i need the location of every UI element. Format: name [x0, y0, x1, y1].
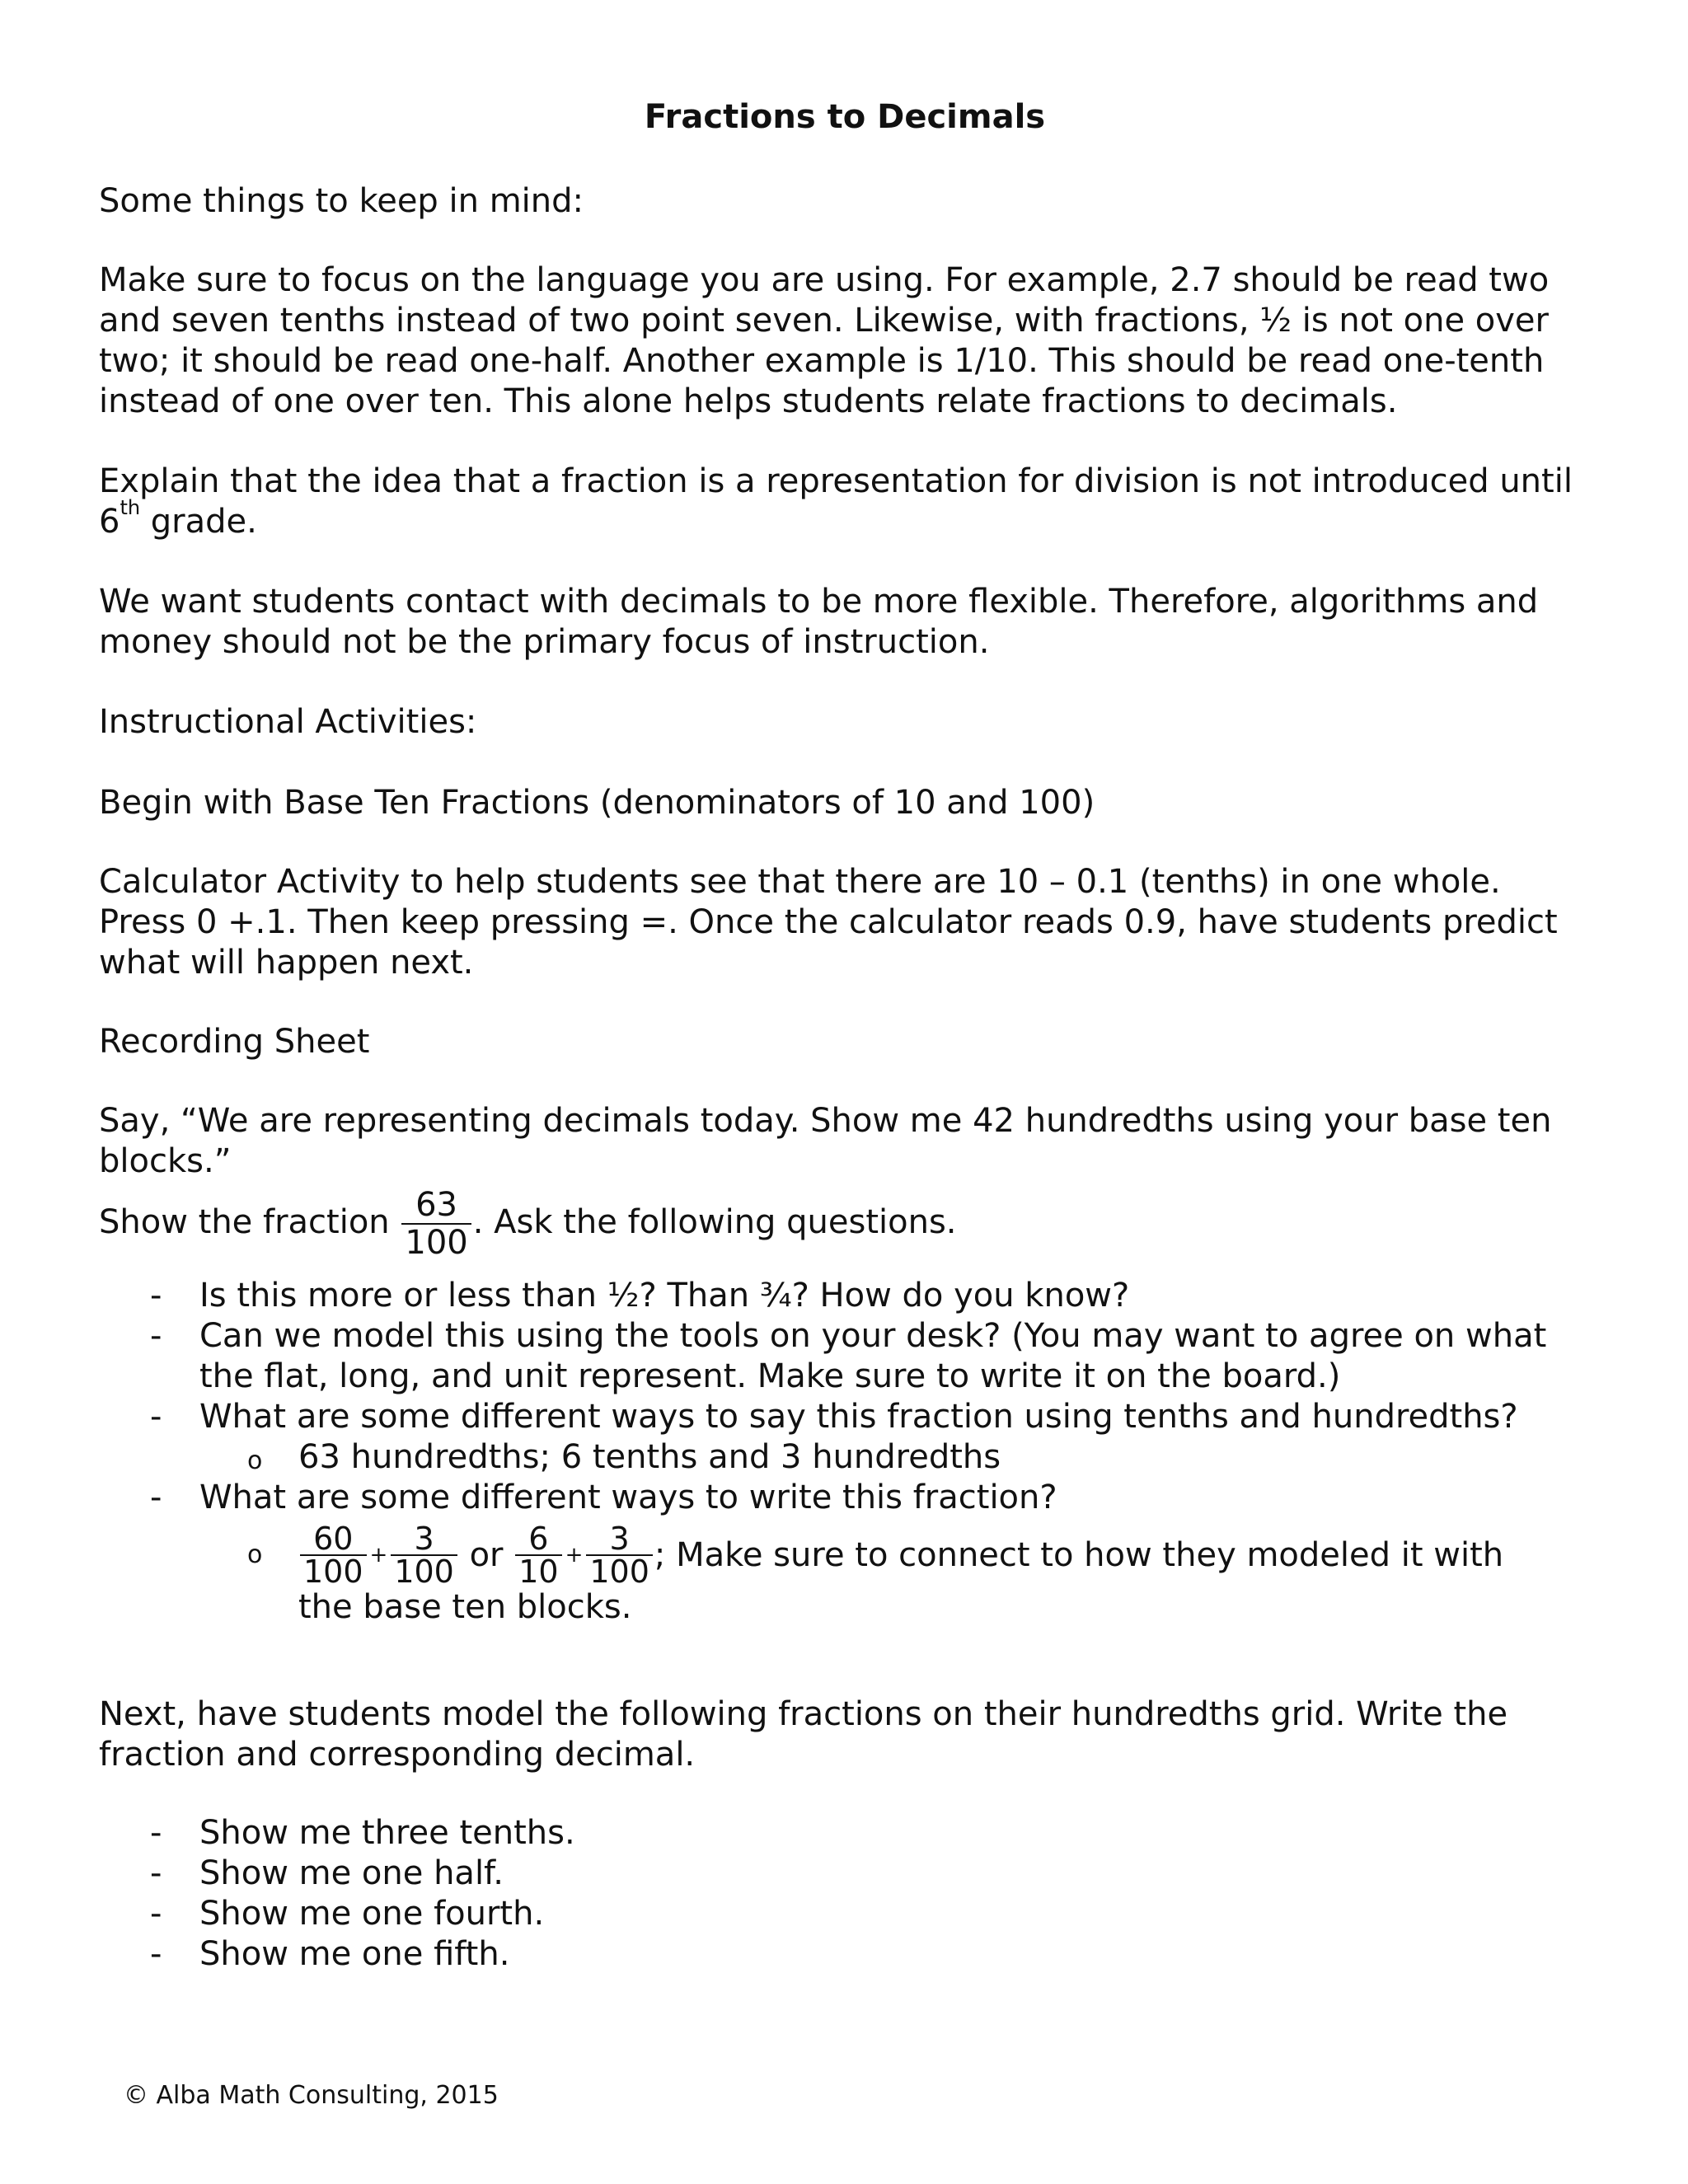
dash-bullet: -	[150, 1854, 162, 1892]
paragraph-flexible: We want students contact with decimals to be more flexible. Therefore, algorithms and money should not be the primary focus of instruction.	[99, 583, 1539, 661]
sub-list-item	[99, 1523, 1591, 1628]
show-fraction-after: . Ask the following questions.	[472, 1203, 957, 1241]
fraction-denominator: 10	[518, 1554, 559, 1590]
fraction-numerator: 3	[391, 1523, 457, 1556]
dash-bullet: -	[150, 1935, 162, 1973]
fraction-3-100	[391, 1521, 457, 1590]
question-text: What are some different ways to say this fraction using tenths and hundredths?	[199, 1398, 1518, 1436]
show-me-text: Show me one fourth.	[199, 1895, 545, 1933]
list-item	[99, 1813, 1591, 1854]
connect-text-cont: the base ten blocks.	[298, 1588, 632, 1626]
or-text: or	[469, 1536, 504, 1574]
show-fraction-before: Show the fraction	[99, 1203, 401, 1241]
sub-list-item	[99, 1437, 1591, 1478]
say-quote: Say, “We are representing decimals today. Show me 42 hundredths using your base ten blocks.”	[99, 1102, 1552, 1180]
fraction-63-100	[401, 1187, 471, 1261]
dash-bullet: -	[150, 1398, 162, 1436]
list-item	[99, 1854, 1591, 1894]
list-item	[99, 1276, 1591, 1316]
dash-bullet: -	[150, 1317, 162, 1355]
question-list	[99, 1276, 1591, 1518]
fraction-sum-item	[99, 1523, 1591, 1628]
division-text: Explain that the idea that a fraction is a representation for division is not introduced until 6	[99, 462, 1573, 541]
list-item	[99, 1316, 1591, 1397]
show-me-text: Show me one fifth.	[199, 1935, 510, 1973]
connect-text: ; Make sure to connect to how they modeled it with	[654, 1536, 1504, 1574]
fraction-numerator: 3	[586, 1523, 653, 1556]
list-item	[99, 1934, 1591, 1975]
intro-text: Some things to keep in mind:	[99, 182, 584, 220]
paragraph-division	[99, 462, 1591, 542]
list-item	[99, 1894, 1591, 1934]
fraction-numerator: 63	[401, 1187, 471, 1225]
fraction-60-100	[300, 1521, 367, 1590]
plus-sign: +	[565, 1543, 584, 1568]
fraction-numerator: 60	[300, 1523, 367, 1556]
dash-bullet: -	[150, 1479, 162, 1516]
list-item	[99, 1478, 1591, 1518]
fraction-denominator: 100	[303, 1554, 363, 1590]
paragraph-language: Make sure to focus on the language you are using. For example, 2.7 should be read two and seven tenths instead of two point seven. Likewise, with fractions, ½ is not one over two; it should be read one-half. Another example is 1/10. This should be read one-tenth instead of one over ten. This alone helps students relate fractions to decimals.	[99, 261, 1550, 420]
question-text: Can we model this using the tools on your desk? (You may want to agree on what the flat, long, and unit represent. Make sure to write it on the board.)	[199, 1317, 1547, 1395]
base-ten-text: Begin with Base Ten Fractions (denominators of 10 and 100)	[99, 784, 1095, 822]
sub-answer-text: 63 hundredths; 6 tenths and 3 hundredths	[298, 1438, 1001, 1476]
fraction-3-100-b	[586, 1521, 653, 1590]
division-text-end: grade.	[140, 503, 257, 541]
fraction-denominator: 100	[405, 1224, 468, 1262]
dash-bullet: -	[150, 1277, 162, 1315]
copyright-footer: © Alba Math Consulting, 2015	[124, 2081, 499, 2110]
fraction-numerator: 6	[515, 1523, 561, 1556]
calculator-activity: Calculator Activity to help students see that there are 10 – 0.1 (tenths) in one whole. Press 0 +.1. Then keep pressing =. Once the calculator reads 0.9, have students predict what will happen next.	[99, 863, 1558, 982]
circle-bullet: o	[247, 1446, 263, 1475]
activities-heading: Instructional Activities:	[99, 703, 477, 741]
dash-bullet: -	[150, 1814, 162, 1852]
question-text: What are some different ways to write this fraction?	[199, 1479, 1057, 1516]
plus-sign: +	[369, 1543, 388, 1568]
next-paragraph: Next, have students model the following fractions on their hundredths grid. Write the fraction and corresponding decimal.	[99, 1695, 1508, 1774]
show-me-list	[99, 1813, 1591, 1975]
fraction-denominator: 100	[589, 1554, 649, 1590]
fraction-6-10	[515, 1521, 561, 1590]
recording-sheet-heading: Recording Sheet	[99, 1023, 370, 1061]
page-title: Fractions to Decimals	[644, 98, 1046, 136]
question-text: Is this more or less than ½? Than ¾? How do you know?	[199, 1277, 1130, 1315]
fraction-denominator: 100	[394, 1554, 454, 1590]
list-item	[99, 1397, 1591, 1437]
show-me-text: Show me one half.	[199, 1854, 504, 1892]
show-me-text: Show me three tenths.	[199, 1814, 575, 1852]
circle-bullet: o	[247, 1540, 263, 1569]
show-fraction-line	[99, 1187, 1591, 1261]
superscript-th: th	[120, 496, 141, 519]
dash-bullet: -	[150, 1895, 162, 1933]
